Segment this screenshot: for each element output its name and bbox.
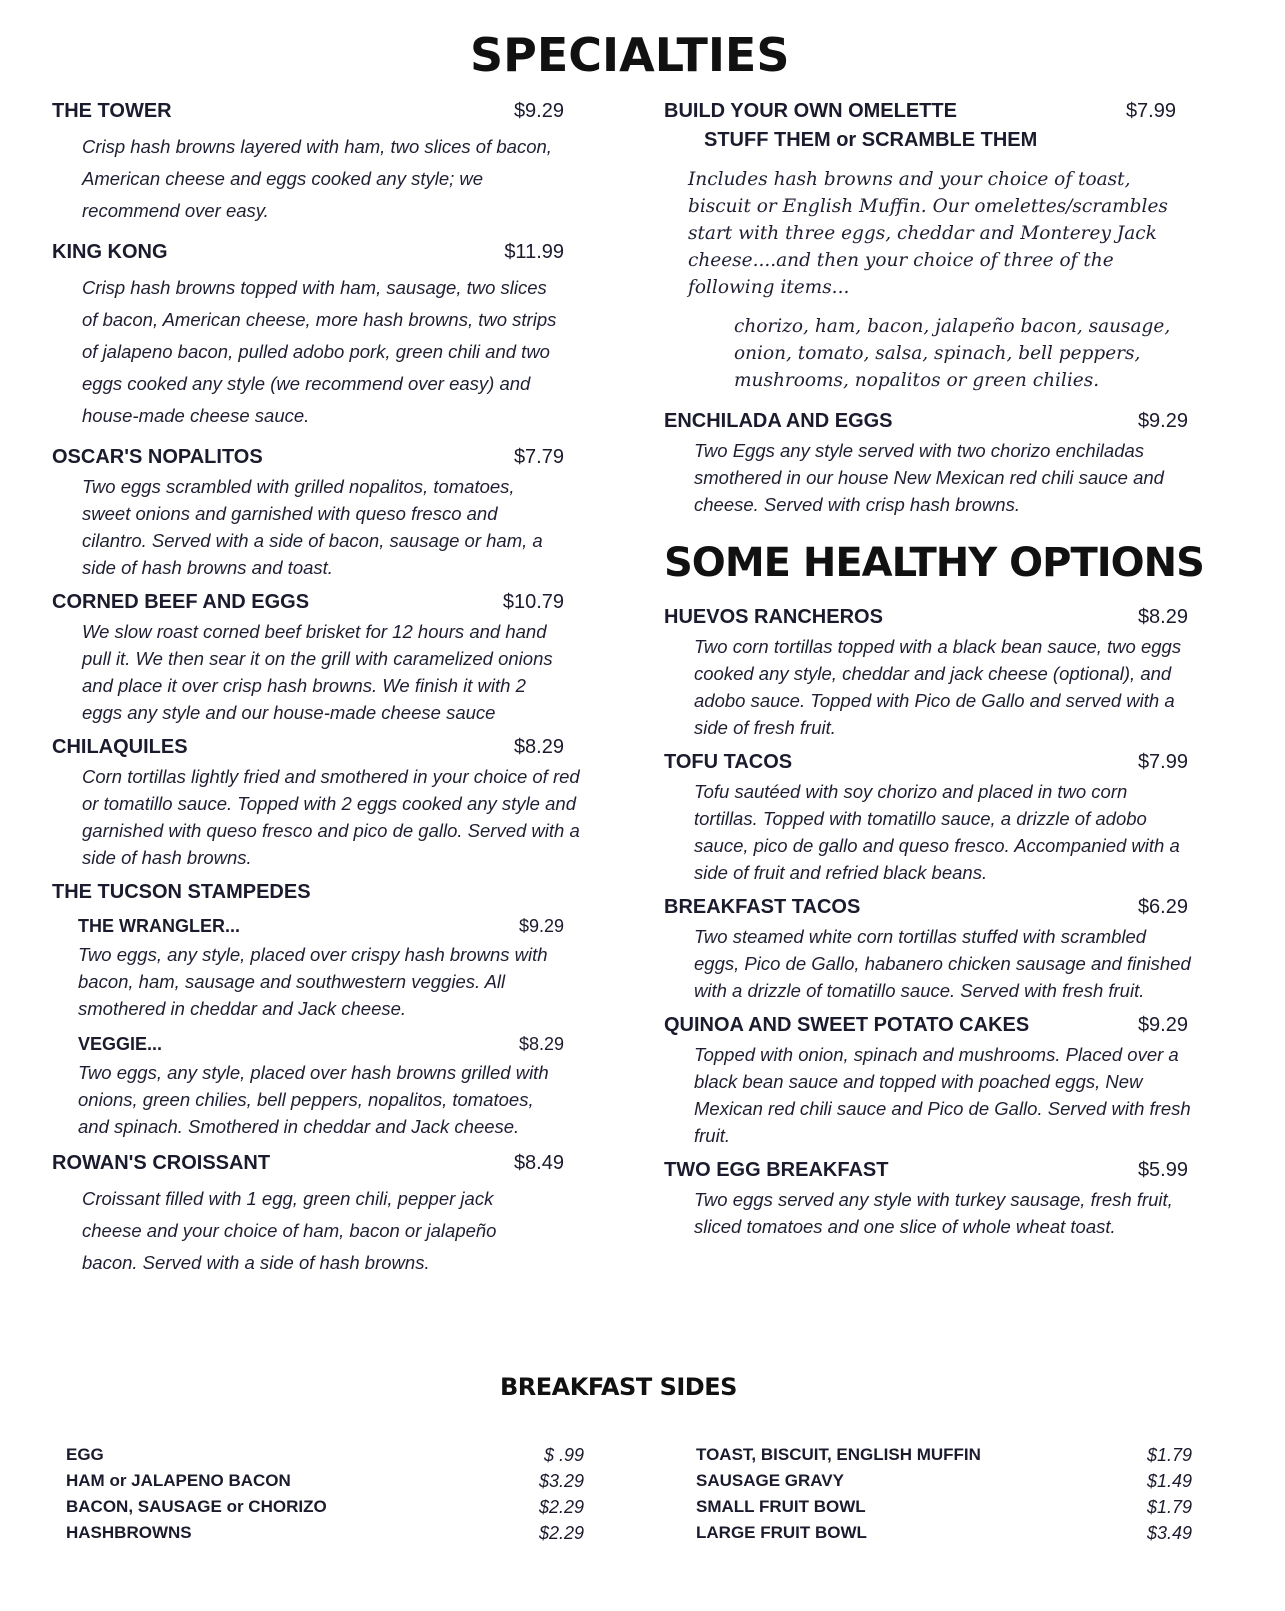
side-price: $1.49 <box>1146 1471 1192 1491</box>
item-name: QUINOA AND SWEET POTATO CAKES <box>664 1014 1030 1036</box>
menu-item-tucson-stampedes <box>52 881 584 1140</box>
item-description: Two Eggs any style served with two chorizo enchiladas smothered in our house New Mexican red chili sauce and cheese. Served with crisp hash browns. <box>694 440 1164 515</box>
side-item <box>696 1520 1192 1546</box>
item-name: THE TUCSON STAMPEDES <box>52 881 311 903</box>
left-column <box>52 100 584 1279</box>
item-name: CORNED BEEF AND EGGS <box>52 591 310 613</box>
side-price: $ .99 <box>543 1445 584 1465</box>
menu-subitem-wrangler <box>52 916 564 1022</box>
item-price: $8.49 <box>513 1152 564 1174</box>
item-description: Tofu sautéed with soy chorizo and placed in two corn tortillas. Topped with tomatillo sauce, a drizzle of adobo sauce, pico de gallo and queso fresco. Accompanied with a side of fruit and refried black beans. <box>694 781 1180 883</box>
item-name: KING KONG <box>52 241 168 263</box>
item-price: $7.99 <box>1125 100 1176 122</box>
item-price: $9.29 <box>513 100 564 122</box>
item-description: Two eggs, any style, placed over hash browns grilled with onions, green chilies, bell peppers, nopalitos, tomatoes, and spinach. Smothered in cheddar and Jack cheese. <box>78 1062 549 1137</box>
item-description: Croissant filled with 1 egg, green chili, pepper jack cheese and your choice of ham, bacon or jalapeño bacon. Served with a side of hash browns. <box>82 1188 497 1273</box>
item-price: $9.29 <box>1137 410 1188 432</box>
item-description: Corn tortillas lightly fried and smothered in your choice of red or tomatillo sauce. Topped with 2 eggs cooked any style and garnished with queso fresco and pico de gallo. Served with a side of hash browns. <box>82 766 580 868</box>
side-name: EGG <box>66 1445 104 1464</box>
item-price: $8.29 <box>1137 606 1188 628</box>
side-item <box>66 1468 584 1494</box>
item-name: ROWAN'S CROISSANT <box>52 1152 271 1174</box>
item-description: Two steamed white corn tortillas stuffed with scrambled eggs, Pico de Gallo, habanero chicken sausage and finished with a drizzle of tomatillo sauce. Served with fresh fruit. <box>694 926 1191 1001</box>
item-price: $7.79 <box>513 446 564 468</box>
side-name: SAUSAGE GRAVY <box>696 1471 844 1490</box>
item-price: $5.99 <box>1137 1159 1188 1181</box>
item-description: Two corn tortillas topped with a black bean sauce, two eggs cooked any style, cheddar and jack cheese (optional), and adobo sauce. Topped with Pico de Gallo and served with a side of fresh fruit. <box>694 636 1182 738</box>
menu-item-enchilada <box>664 410 1204 518</box>
item-price: $8.29 <box>518 1034 564 1054</box>
sides-right-list <box>696 1442 1192 1546</box>
item-name: THE WRANGLER... <box>78 916 240 936</box>
item-price: $8.29 <box>513 736 564 758</box>
item-name: BREAKFAST TACOS <box>664 896 861 918</box>
item-price: $9.29 <box>1137 1014 1188 1036</box>
item-price: $11.99 <box>504 241 564 263</box>
item-description: We slow roast corned beef brisket for 12 hours and hand pull it. We then sear it on the grill with caramelized onions and place it over crisp hash browns. We finish it with 2 eggs any style and our house-made cheese sauce <box>82 621 553 723</box>
item-description: Crisp hash browns layered with ham, two slices of bacon, American cheese and eggs cooked any style; we recommend over easy. <box>82 136 552 221</box>
menu-item-king-kong <box>52 241 584 432</box>
menu-item-rowans-croissant <box>52 1152 584 1279</box>
side-name: SMALL FRUIT BOWL <box>696 1497 866 1516</box>
item-price: $6.29 <box>1137 896 1188 918</box>
item-name: ENCHILADA AND EGGS <box>664 410 893 432</box>
side-name: HAM or JALAPENO BACON <box>66 1471 291 1490</box>
side-name: TOAST, BISCUIT, ENGLISH MUFFIN <box>696 1445 981 1464</box>
menu-item-tofu-tacos <box>664 751 1204 886</box>
menu-item-two-egg-breakfast <box>664 1159 1204 1240</box>
item-name: VEGGIE... <box>78 1034 163 1054</box>
side-price: $2.29 <box>538 1523 584 1543</box>
menu-item-tower <box>52 100 584 227</box>
item-name: TWO EGG BREAKFAST <box>664 1159 889 1181</box>
specialties-heading: SPECIALTIES <box>470 28 790 82</box>
side-name: HASHBROWNS <box>66 1523 192 1542</box>
item-price: $9.29 <box>518 916 564 936</box>
item-description: Two eggs, any style, placed over crispy hash browns with bacon, ham, sausage and southwestern veggies. All smothered in cheddar and Jack cheese. <box>78 944 548 1019</box>
menu-item-corned-beef <box>52 591 584 726</box>
item-price: $10.79 <box>502 591 564 613</box>
item-description: Crisp hash browns topped with ham, sausage, two slices of bacon, American cheese, more hash browns, two strips of jalapeno bacon, pulled adobo pork, green chili and two eggs cooked any style (we recommend over easy) and house-made cheese sauce. <box>82 277 557 426</box>
item-description: Two eggs served any style with turkey sausage, fresh fruit, sliced tomatoes and one slice of whole wheat toast. <box>694 1189 1173 1237</box>
sides-left-list <box>66 1442 584 1546</box>
menu-item-build-omelette <box>664 100 1204 394</box>
breakfast-sides-heading: BREAKFAST SIDES <box>500 1373 737 1401</box>
item-name: BUILD YOUR OWN OMELETTE <box>664 100 957 122</box>
item-subtitle: STUFF THEM or SCRAMBLE THEM <box>704 129 1038 151</box>
item-name: THE TOWER <box>52 100 172 122</box>
side-item <box>66 1520 584 1546</box>
side-price: $2.29 <box>538 1497 584 1517</box>
item-name: CHILAQUILES <box>52 736 188 758</box>
side-item <box>66 1442 584 1468</box>
menu-subitem-veggie <box>52 1034 564 1140</box>
right-column <box>664 100 1204 1240</box>
side-name: LARGE FRUIT BOWL <box>696 1523 867 1542</box>
menu-item-quinoa-cakes <box>664 1014 1204 1149</box>
menu-item-breakfast-tacos <box>664 896 1204 1004</box>
item-description: Includes hash browns and your choice of toast, biscuit or English Muffin. Our omelettes/scrambles start with three eggs, cheddar and Monterey Jack cheese....and then your choice of three of the following items... <box>688 169 1168 298</box>
menu-item-huevos-rancheros <box>664 606 1204 741</box>
item-name: TOFU TACOS <box>664 751 793 773</box>
side-item <box>66 1494 584 1520</box>
side-item <box>696 1468 1192 1494</box>
side-item <box>696 1494 1192 1520</box>
item-name: OSCAR'S NOPALITOS <box>52 446 263 468</box>
side-price: $3.29 <box>538 1471 584 1491</box>
item-description: Two eggs scrambled with grilled nopalitos, tomatoes, sweet onions and garnished with queso fresco and cilantro. Served with a side of bacon, sausage or ham, a side of hash browns and toast. <box>82 476 543 578</box>
menu-item-chilaquiles <box>52 736 584 871</box>
side-item <box>696 1442 1192 1468</box>
omelette-options: chorizo, ham, bacon, jalapeño bacon, sausage, onion, tomato, salsa, spinach, bell peppers, mushrooms, nopalitos or green chilies. <box>734 316 1171 391</box>
side-price: $1.79 <box>1146 1445 1192 1465</box>
item-description: Topped with onion, spinach and mushrooms. Placed over a black bean sauce and topped with poached eggs, New Mexican red chili sauce and Pico de Gallo. Served with fresh fruit. <box>694 1044 1191 1146</box>
healthy-options-heading: SOME HEALTHY OPTIONS <box>664 540 1204 586</box>
side-price: $3.49 <box>1146 1523 1192 1543</box>
item-price: $7.99 <box>1137 751 1188 773</box>
side-name: BACON, SAUSAGE or CHORIZO <box>66 1497 327 1516</box>
side-price: $1.79 <box>1146 1497 1192 1517</box>
item-name: HUEVOS RANCHEROS <box>664 606 883 628</box>
menu-item-oscars-nopalitos <box>52 446 584 581</box>
